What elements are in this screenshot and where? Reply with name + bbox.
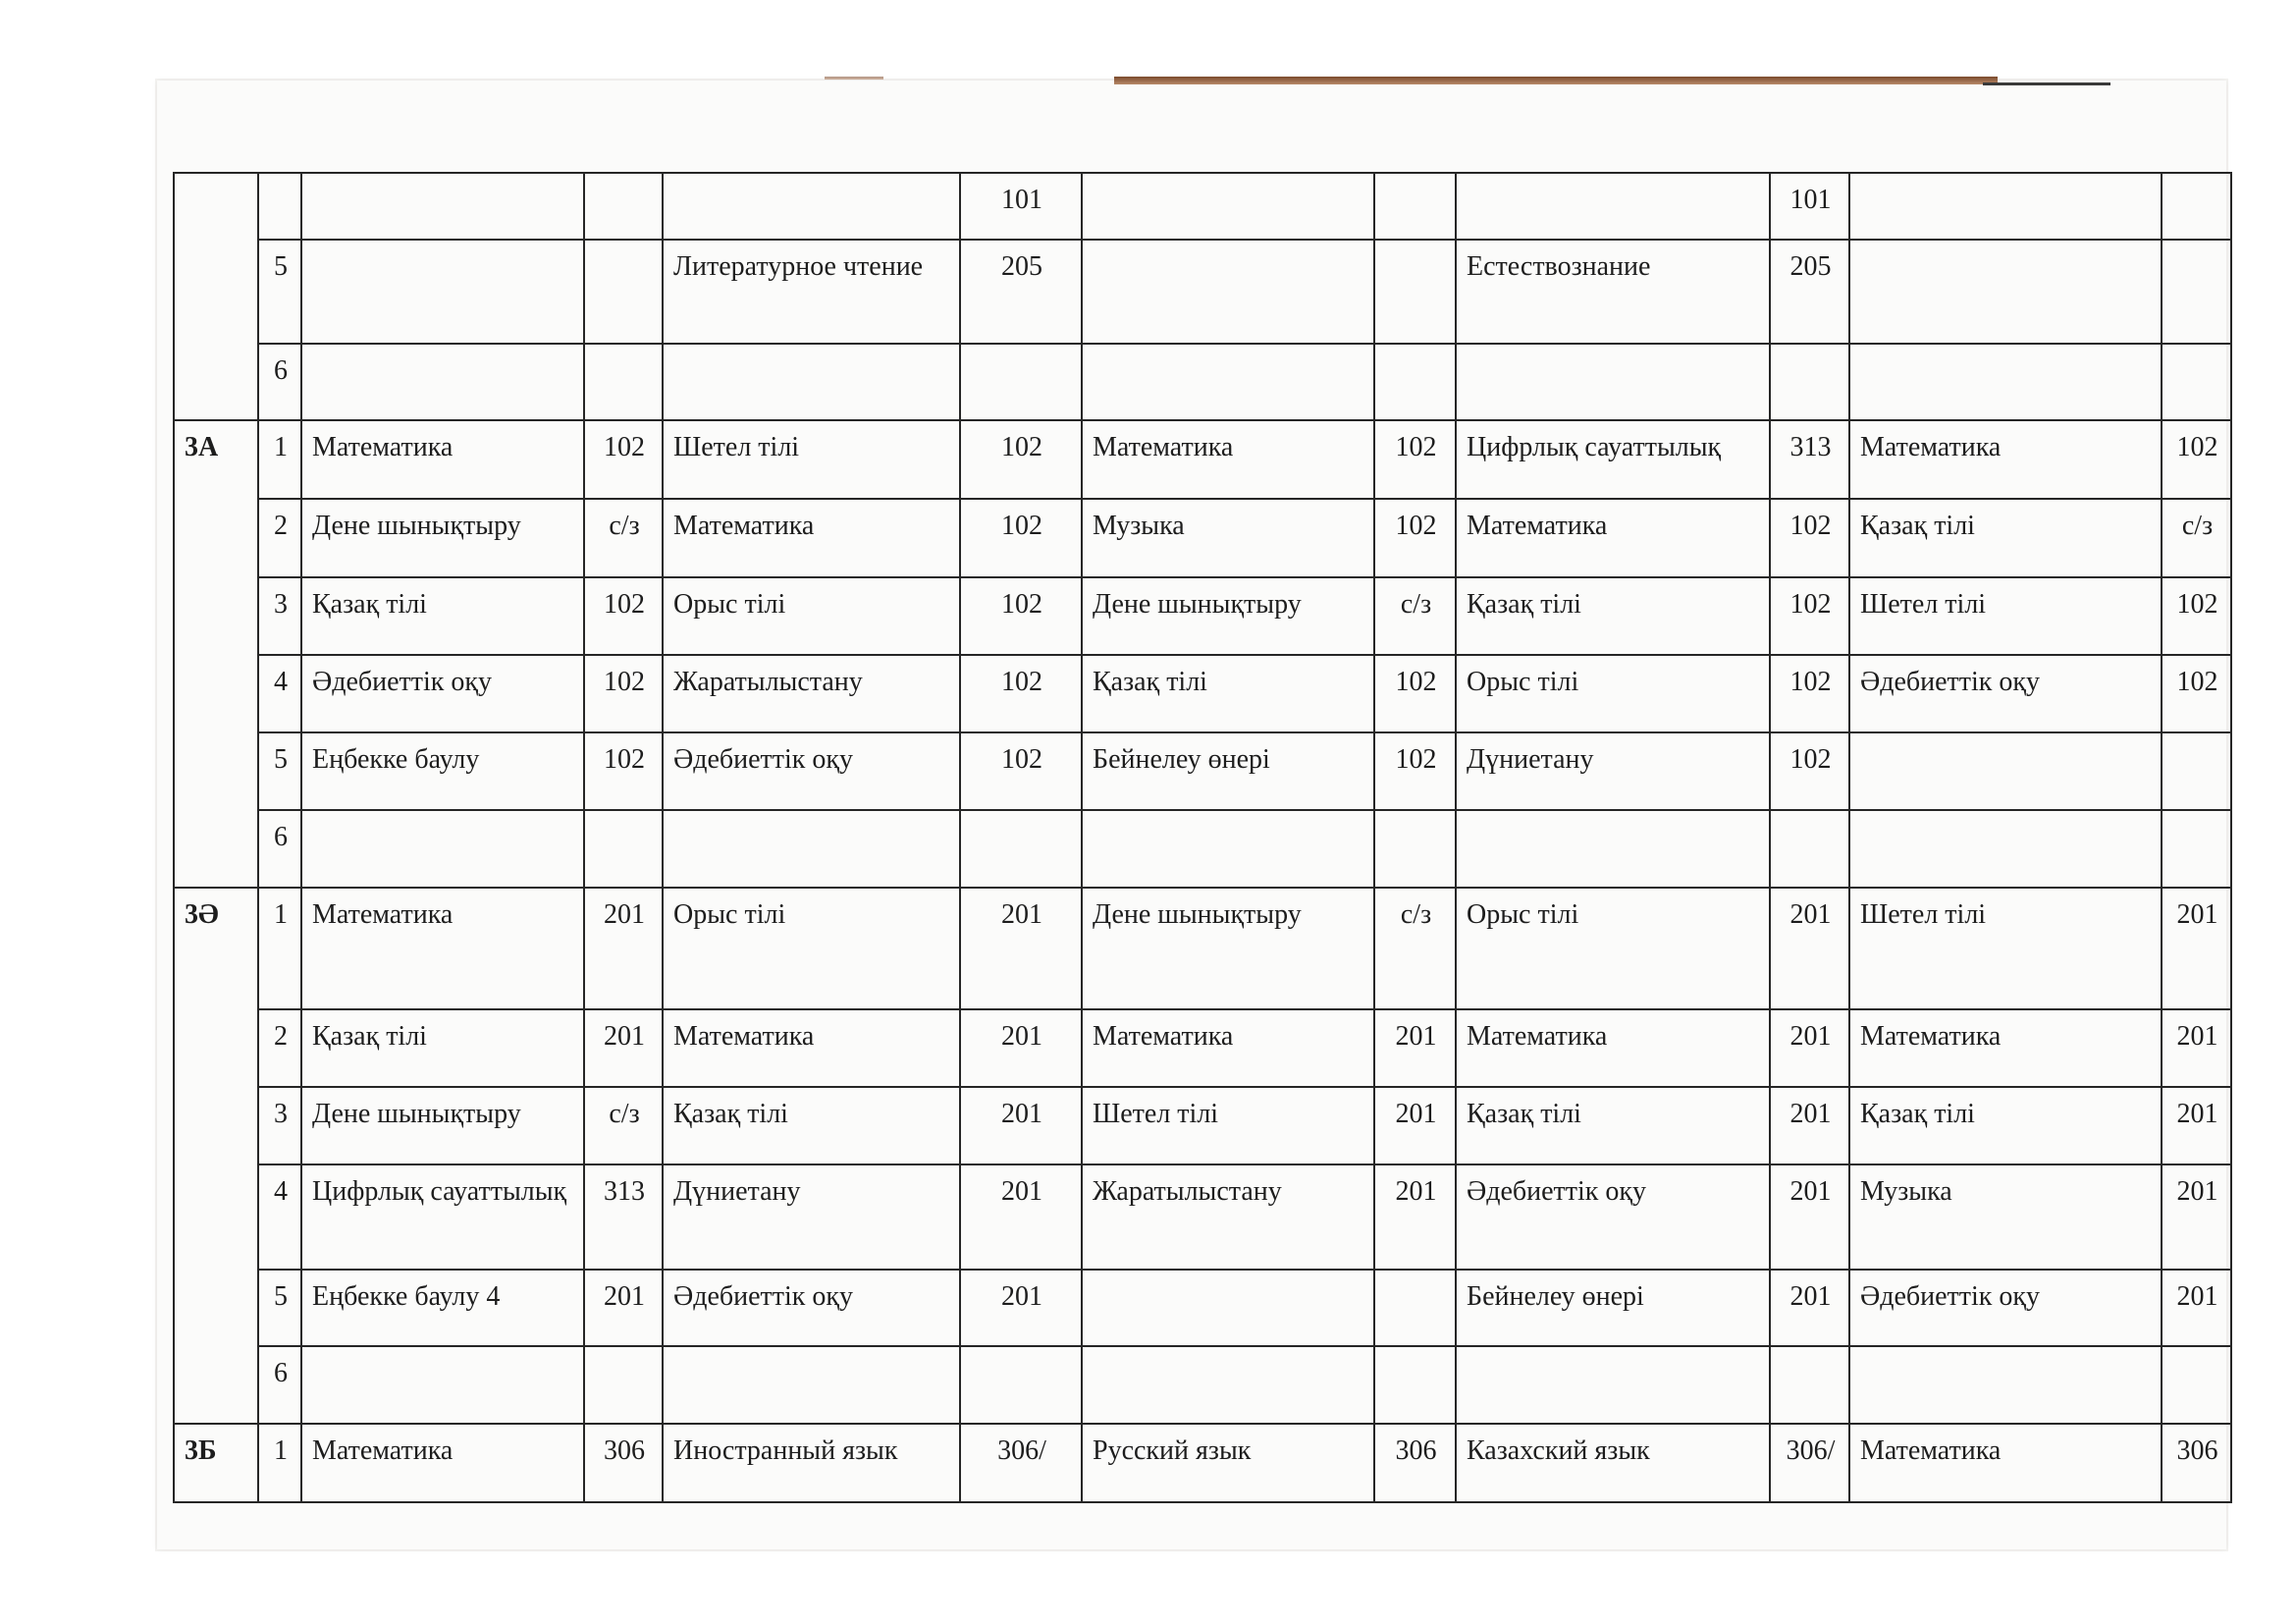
class-name-cell xyxy=(174,577,258,655)
lesson-number-cell: 6 xyxy=(258,1346,301,1424)
room-cell: 201 xyxy=(1770,1164,1849,1270)
subject-cell xyxy=(663,173,960,240)
room-cell: 102 xyxy=(1770,577,1849,655)
subject-cell: Әдебиеттік оқу xyxy=(663,732,960,810)
room-cell: 313 xyxy=(584,1164,663,1270)
room-cell: 201 xyxy=(2162,888,2231,1009)
subject-cell: Дене шынықтыру xyxy=(301,499,584,577)
class-name-cell: 3А xyxy=(174,420,258,499)
subject-cell: Математика xyxy=(1082,1009,1374,1087)
subject-cell: Дене шынықтыру xyxy=(1082,577,1374,655)
room-cell: с/з xyxy=(2162,499,2231,577)
class-name-cell: 3Ә xyxy=(174,888,258,1009)
subject-cell xyxy=(1849,173,2162,240)
schedule-row xyxy=(174,499,2231,577)
subject-cell: Қазақ тілі xyxy=(301,577,584,655)
room-cell xyxy=(2162,240,2231,344)
lesson-number-cell: 3 xyxy=(258,577,301,655)
schedule-row xyxy=(174,1346,2231,1424)
room-cell: 201 xyxy=(584,1009,663,1087)
room-cell: 201 xyxy=(960,1270,1082,1346)
class-name-cell xyxy=(174,810,258,888)
room-cell xyxy=(1770,1346,1849,1424)
room-cell: 102 xyxy=(960,420,1082,499)
subject-cell xyxy=(1082,1270,1374,1346)
lesson-number-cell: 1 xyxy=(258,888,301,1009)
class-name-cell xyxy=(174,240,258,344)
subject-cell: Дүниетану xyxy=(1456,732,1770,810)
room-cell: 306/ xyxy=(1770,1424,1849,1502)
subject-cell: Дене шынықтыру xyxy=(301,1087,584,1164)
room-cell: 205 xyxy=(1770,240,1849,344)
subject-cell xyxy=(1849,344,2162,420)
lesson-number-cell: 1 xyxy=(258,1424,301,1502)
lesson-number-cell xyxy=(258,173,301,240)
subject-cell xyxy=(1082,240,1374,344)
room-cell: с/з xyxy=(1374,577,1456,655)
room-cell: 201 xyxy=(1770,888,1849,1009)
room-cell: 102 xyxy=(2162,577,2231,655)
class-name-cell xyxy=(174,1164,258,1270)
room-cell xyxy=(1770,344,1849,420)
subject-cell: Еңбекке баулу 4 xyxy=(301,1270,584,1346)
room-cell xyxy=(2162,732,2231,810)
room-cell xyxy=(2162,344,2231,420)
room-cell: 102 xyxy=(584,420,663,499)
subject-cell: Орыс тілі xyxy=(663,888,960,1009)
subject-cell xyxy=(1849,732,2162,810)
subject-cell: Шетел тілі xyxy=(1849,888,2162,1009)
subject-cell: Цифрлық сауаттылық xyxy=(301,1164,584,1270)
schedule-row xyxy=(174,1009,2231,1087)
subject-cell: Орыс тілі xyxy=(1456,888,1770,1009)
room-cell xyxy=(1374,1270,1456,1346)
subject-cell xyxy=(301,173,584,240)
subject-cell xyxy=(1082,810,1374,888)
scan-edge-artifact xyxy=(1114,77,1998,84)
room-cell: 102 xyxy=(1770,732,1849,810)
subject-cell: Қазақ тілі xyxy=(663,1087,960,1164)
room-cell xyxy=(960,810,1082,888)
subject-cell: Қазақ тілі xyxy=(1082,655,1374,732)
schedule-row xyxy=(174,810,2231,888)
subject-cell: Дүниетану xyxy=(663,1164,960,1270)
class-name-cell xyxy=(174,499,258,577)
room-cell: 201 xyxy=(584,1270,663,1346)
room-cell xyxy=(584,173,663,240)
room-cell: 201 xyxy=(2162,1087,2231,1164)
subject-cell: Математика xyxy=(1849,420,2162,499)
subject-cell: Математика xyxy=(663,499,960,577)
room-cell: 102 xyxy=(1374,655,1456,732)
subject-cell: Шетел тілі xyxy=(663,420,960,499)
class-name-cell xyxy=(174,1087,258,1164)
class-name-cell xyxy=(174,344,258,420)
subject-cell: Орыс тілі xyxy=(1456,655,1770,732)
schedule-row xyxy=(174,1164,2231,1270)
lesson-number-cell: 5 xyxy=(258,732,301,810)
subject-cell: Қазақ тілі xyxy=(1456,1087,1770,1164)
room-cell: 306 xyxy=(584,1424,663,1502)
room-cell: 102 xyxy=(2162,420,2231,499)
subject-cell: Математика xyxy=(1456,499,1770,577)
subject-cell: Бейнелеу өнері xyxy=(1082,732,1374,810)
room-cell xyxy=(2162,1346,2231,1424)
lesson-number-cell: 1 xyxy=(258,420,301,499)
subject-cell xyxy=(1082,1346,1374,1424)
room-cell xyxy=(1770,810,1849,888)
subject-cell: Казахский язык xyxy=(1456,1424,1770,1502)
subject-cell xyxy=(1849,810,2162,888)
room-cell: 102 xyxy=(1374,499,1456,577)
room-cell xyxy=(1374,240,1456,344)
subject-cell: Жаратылыстану xyxy=(1082,1164,1374,1270)
subject-cell: Әдебиеттік оқу xyxy=(301,655,584,732)
room-cell: 102 xyxy=(960,577,1082,655)
subject-cell: Әдебиеттік оқу xyxy=(1849,655,2162,732)
room-cell xyxy=(1374,1346,1456,1424)
room-cell: 102 xyxy=(960,732,1082,810)
class-name-cell xyxy=(174,173,258,240)
subject-cell xyxy=(1082,344,1374,420)
room-cell: 201 xyxy=(960,1009,1082,1087)
subject-cell xyxy=(663,810,960,888)
subject-cell: Жаратылыстану xyxy=(663,655,960,732)
room-cell: 102 xyxy=(1374,732,1456,810)
subject-cell: Орыс тілі xyxy=(663,577,960,655)
room-cell: 101 xyxy=(1770,173,1849,240)
subject-cell: Қазақ тілі xyxy=(1456,577,1770,655)
scan-edge-artifact xyxy=(825,77,883,80)
subject-cell: Математика xyxy=(301,1424,584,1502)
room-cell xyxy=(960,1346,1082,1424)
subject-cell: Естествознание xyxy=(1456,240,1770,344)
subject-cell: Математика xyxy=(1456,1009,1770,1087)
lesson-number-cell: 2 xyxy=(258,499,301,577)
subject-cell xyxy=(301,810,584,888)
subject-cell: Математика xyxy=(301,420,584,499)
lesson-number-cell: 6 xyxy=(258,810,301,888)
subject-cell xyxy=(1849,1346,2162,1424)
schedule-row xyxy=(174,1087,2231,1164)
schedule-row xyxy=(174,732,2231,810)
subject-cell: Дене шынықтыру xyxy=(1082,888,1374,1009)
room-cell: 102 xyxy=(584,577,663,655)
subject-cell xyxy=(301,240,584,344)
lesson-number-cell: 2 xyxy=(258,1009,301,1087)
subject-cell: Музыка xyxy=(1849,1164,2162,1270)
class-name-cell: 3Б xyxy=(174,1424,258,1502)
schedule-row xyxy=(174,888,2231,1009)
room-cell: 201 xyxy=(2162,1164,2231,1270)
room-cell: 102 xyxy=(584,732,663,810)
room-cell xyxy=(1374,810,1456,888)
room-cell: 201 xyxy=(1374,1164,1456,1270)
schedule-row xyxy=(174,344,2231,420)
room-cell: 201 xyxy=(1770,1270,1849,1346)
class-name-cell xyxy=(174,1009,258,1087)
room-cell xyxy=(2162,173,2231,240)
schedule-row xyxy=(174,1424,2231,1502)
subject-cell xyxy=(1082,173,1374,240)
room-cell xyxy=(584,344,663,420)
lesson-number-cell: 3 xyxy=(258,1087,301,1164)
room-cell: 102 xyxy=(1770,655,1849,732)
subject-cell: Шетел тілі xyxy=(1849,577,2162,655)
subject-cell xyxy=(1456,810,1770,888)
room-cell: 313 xyxy=(1770,420,1849,499)
room-cell: 102 xyxy=(2162,655,2231,732)
subject-cell: Қазақ тілі xyxy=(301,1009,584,1087)
schedule-table xyxy=(173,172,2232,1503)
subject-cell: Әдебиеттік оқу xyxy=(663,1270,960,1346)
subject-cell: Шетел тілі xyxy=(1082,1087,1374,1164)
room-cell: 201 xyxy=(960,1164,1082,1270)
subject-cell xyxy=(663,1346,960,1424)
room-cell: 205 xyxy=(960,240,1082,344)
subject-cell: Еңбекке баулу xyxy=(301,732,584,810)
class-name-cell xyxy=(174,1270,258,1346)
subject-cell: Иностранный язык xyxy=(663,1424,960,1502)
subject-cell xyxy=(301,344,584,420)
room-cell: 201 xyxy=(1374,1087,1456,1164)
subject-cell xyxy=(1456,1346,1770,1424)
room-cell: 201 xyxy=(584,888,663,1009)
subject-cell: Әдебиеттік оқу xyxy=(1456,1164,1770,1270)
scan-edge-artifact xyxy=(1983,82,2110,85)
subject-cell: Математика xyxy=(1082,420,1374,499)
lesson-number-cell: 4 xyxy=(258,655,301,732)
subject-cell: Бейнелеу өнері xyxy=(1456,1270,1770,1346)
room-cell: 201 xyxy=(960,888,1082,1009)
room-cell: 306/ xyxy=(960,1424,1082,1502)
room-cell: 201 xyxy=(2162,1009,2231,1087)
room-cell xyxy=(584,1346,663,1424)
schedule-row xyxy=(174,420,2231,499)
schedule-row xyxy=(174,655,2231,732)
class-name-cell xyxy=(174,732,258,810)
subject-cell: Қазақ тілі xyxy=(1849,1087,2162,1164)
subject-cell: Әдебиеттік оқу xyxy=(1849,1270,2162,1346)
subject-cell: Русский язык xyxy=(1082,1424,1374,1502)
room-cell: 102 xyxy=(1374,420,1456,499)
room-cell: 201 xyxy=(2162,1270,2231,1346)
subject-cell: Математика xyxy=(1849,1009,2162,1087)
room-cell: 201 xyxy=(960,1087,1082,1164)
subject-cell xyxy=(1456,344,1770,420)
room-cell xyxy=(960,344,1082,420)
room-cell xyxy=(584,240,663,344)
subject-cell xyxy=(1849,240,2162,344)
room-cell: 102 xyxy=(960,655,1082,732)
room-cell xyxy=(1374,173,1456,240)
subject-cell: Литературное чтение xyxy=(663,240,960,344)
subject-cell: Қазақ тілі xyxy=(1849,499,2162,577)
class-name-cell xyxy=(174,655,258,732)
room-cell: 201 xyxy=(1374,1009,1456,1087)
room-cell xyxy=(1374,344,1456,420)
room-cell xyxy=(2162,810,2231,888)
subject-cell: Математика xyxy=(1849,1424,2162,1502)
room-cell: 102 xyxy=(584,655,663,732)
subject-cell: Математика xyxy=(301,888,584,1009)
room-cell: с/з xyxy=(584,499,663,577)
subject-cell: Математика xyxy=(663,1009,960,1087)
room-cell: с/з xyxy=(1374,888,1456,1009)
lesson-number-cell: 5 xyxy=(258,1270,301,1346)
lesson-number-cell: 5 xyxy=(258,240,301,344)
room-cell xyxy=(584,810,663,888)
subject-cell xyxy=(663,344,960,420)
subject-cell xyxy=(301,1346,584,1424)
schedule-row xyxy=(174,173,2231,240)
room-cell: с/з xyxy=(584,1087,663,1164)
lesson-number-cell: 4 xyxy=(258,1164,301,1270)
schedule-row xyxy=(174,240,2231,344)
class-name-cell xyxy=(174,1346,258,1424)
room-cell: 201 xyxy=(1770,1087,1849,1164)
subject-cell: Цифрлық сауаттылық xyxy=(1456,420,1770,499)
schedule-row xyxy=(174,577,2231,655)
room-cell: 101 xyxy=(960,173,1082,240)
room-cell: 201 xyxy=(1770,1009,1849,1087)
schedule-row xyxy=(174,1270,2231,1346)
subject-cell: Музыка xyxy=(1082,499,1374,577)
room-cell: 306 xyxy=(1374,1424,1456,1502)
room-cell: 102 xyxy=(960,499,1082,577)
lesson-number-cell: 6 xyxy=(258,344,301,420)
subject-cell xyxy=(1456,173,1770,240)
room-cell: 306 xyxy=(2162,1424,2231,1502)
room-cell: 102 xyxy=(1770,499,1849,577)
